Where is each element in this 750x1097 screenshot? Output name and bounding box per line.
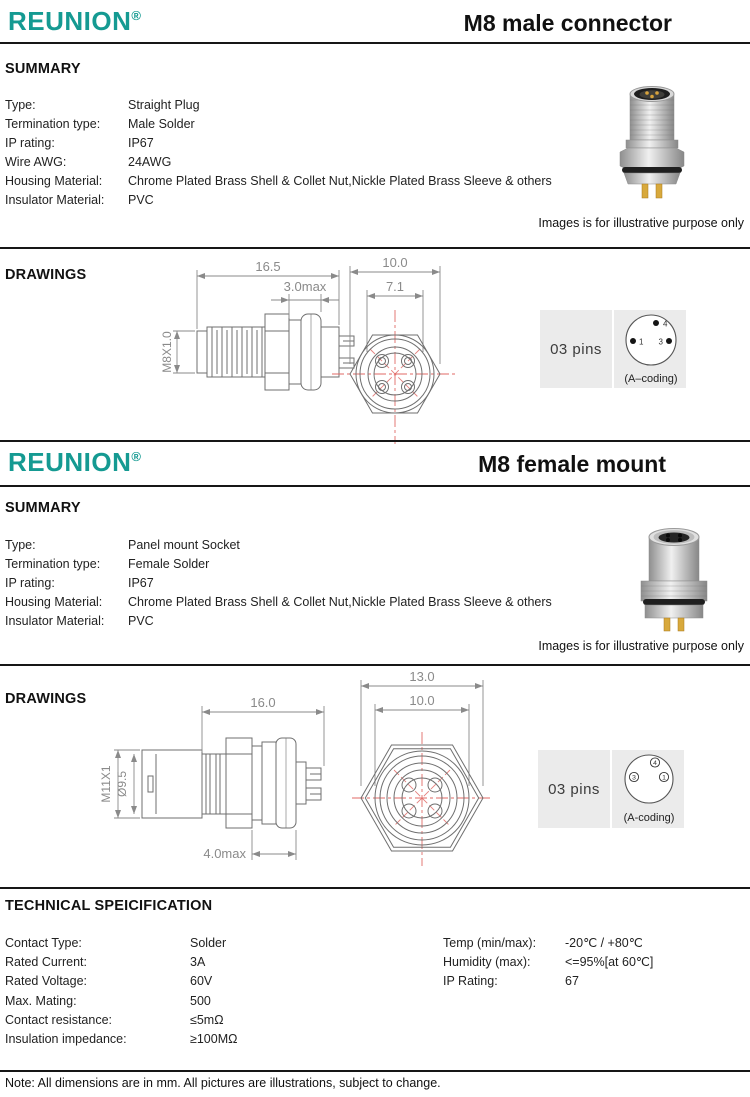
spec-label: Temp (min/max):	[443, 936, 537, 950]
dim-label-thread: M11X1	[99, 765, 113, 803]
spec-row	[443, 953, 653, 972]
spec-label: Housing Material:	[5, 174, 103, 188]
pin-layout-cell	[614, 310, 686, 388]
spec-row	[5, 574, 552, 593]
drawings-heading-female: DRAWINGS	[5, 691, 87, 707]
brand-logo-female	[8, 447, 142, 478]
spec-label: Type:	[5, 538, 36, 552]
pin-dot-3	[666, 338, 672, 344]
registered-mark: ®	[131, 8, 142, 23]
spec-row	[5, 992, 237, 1011]
spec-value: IP67	[128, 576, 154, 590]
spec-row	[5, 134, 552, 153]
spec-value: Chrome Plated Brass Shell & Collet Nut,Nickle Plated Brass Sleeve & others	[128, 595, 552, 609]
pin-number-top: 4	[663, 319, 668, 329]
summary-table-female	[5, 536, 552, 631]
pin-table-female	[538, 750, 684, 828]
spec-label: IP rating:	[5, 576, 55, 590]
pin-number-top: 4	[653, 760, 657, 768]
dim-label-face-dia: 10.0	[409, 693, 435, 708]
spec-label: Insulator Material:	[5, 614, 105, 628]
spec-label: Termination type:	[5, 117, 101, 131]
dim-label-tail-max: 3.0max	[283, 279, 327, 294]
spec-value: 500	[190, 993, 211, 1008]
pin-count-cell: 03 pins	[540, 310, 612, 388]
spec-value: PVC	[128, 614, 154, 628]
spec-value: 3A	[190, 955, 206, 970]
product-photo-male	[611, 80, 693, 206]
spec-value: Panel mount Socket	[128, 538, 240, 552]
spec-row	[5, 934, 237, 953]
page-title-female: M8 female mount	[478, 451, 666, 477]
dim-label-hex-width: 13.0	[409, 669, 435, 684]
spec-row	[5, 96, 552, 115]
brand-text: REUNION	[8, 6, 132, 36]
spec-label: Insulation impedance:	[5, 1032, 127, 1047]
spec-value: -20℃ / +80℃	[565, 936, 643, 950]
spec-label: Max. Mating:	[5, 993, 77, 1008]
spec-value: 60V	[190, 974, 213, 989]
spec-row	[5, 153, 552, 172]
summary-heading-female: SUMMARY	[5, 500, 81, 516]
spec-row	[5, 555, 552, 574]
pin-number-right: 1	[662, 774, 666, 782]
spec-row	[5, 172, 552, 191]
spec-value: IP67	[128, 136, 154, 150]
spec-label: Type:	[5, 98, 36, 112]
footer-divider	[0, 1070, 750, 1072]
pin-number-right: 3	[658, 337, 663, 347]
header-divider	[0, 42, 750, 44]
spec-value: ≤5mΩ	[190, 1012, 224, 1027]
spec-row	[5, 972, 237, 991]
spec-label: Wire AWG:	[5, 155, 67, 169]
dim-label-length: 16.0	[250, 695, 276, 710]
spec-value: 67	[565, 974, 579, 989]
summary-table-male	[5, 96, 552, 210]
spec-label: Contact resistance:	[5, 1012, 112, 1027]
image-caption-male: Images is for illustrative purpose only	[538, 216, 744, 230]
dim-label-tail-max: 4.0max	[203, 846, 246, 861]
section-divider	[0, 440, 750, 442]
spec-value: <=95%[at 60℃]	[565, 955, 654, 970]
spec-label: Housing Material:	[5, 595, 103, 609]
spec-value: Chrome Plated Brass Shell & Collet Nut,Nickle Plated Brass Sleeve & others	[128, 174, 552, 188]
spec-row	[5, 536, 552, 555]
female-front-drawing	[348, 668, 496, 883]
spec-label: Termination type:	[5, 557, 101, 571]
spec-value: ≥100MΩ	[190, 1032, 238, 1047]
spec-value: Straight Plug	[128, 98, 200, 112]
pin-dot-1	[630, 338, 636, 344]
spec-row	[5, 1030, 237, 1049]
spec-label: Humidity (max):	[443, 955, 531, 970]
dim-label-hex-width: 10.0	[382, 255, 408, 270]
note-text: Note: All dimensions are in mm. All pictures are illustrations, subject to change.	[5, 1076, 441, 1090]
tech-spec-heading: TECHNICAL SPEICIFICATION	[5, 898, 213, 914]
spec-value: Female Solder	[128, 557, 210, 571]
spec-row	[443, 972, 653, 991]
spec-value: Solder	[190, 936, 227, 950]
spec-row	[443, 934, 653, 953]
tech-spec-right-column	[443, 934, 653, 992]
pin-count-cell: 03 pins	[538, 750, 610, 828]
spec-label: Rated Voltage:	[5, 974, 88, 989]
spec-row	[5, 612, 552, 631]
drawings-heading-male: DRAWINGS	[5, 267, 87, 283]
pin-table-male	[540, 310, 686, 388]
spec-value: Male Solder	[128, 117, 195, 131]
section-divider	[0, 664, 750, 666]
brand-text: REUNION	[8, 447, 132, 477]
dim-label-thread: M8X1.0	[160, 331, 174, 373]
coding-label: (A–coding)	[624, 373, 678, 385]
spec-label: IP Rating:	[443, 974, 498, 989]
product-photo-female	[630, 522, 718, 642]
dim-label-face-dia: 7.1	[385, 279, 405, 294]
summary-heading-male: SUMMARY	[5, 61, 81, 77]
tech-spec-left-column	[5, 934, 237, 1049]
female-side-drawing	[98, 688, 356, 878]
male-front-drawing	[330, 252, 460, 452]
page-title-male: M8 male connector	[463, 10, 672, 36]
spec-row	[5, 1011, 237, 1030]
pin-diagram-female	[612, 750, 684, 828]
section-divider	[0, 247, 750, 249]
spec-row	[5, 953, 237, 972]
spec-value: 24AWG	[128, 155, 172, 169]
spec-row	[5, 115, 552, 134]
spec-label: IP rating:	[5, 136, 55, 150]
spec-value: PVC	[128, 193, 154, 207]
pin-diagram-male	[614, 310, 686, 388]
pin-number-left: 1	[639, 337, 644, 347]
registered-mark: ®	[131, 449, 142, 464]
spec-label: Contact Type:	[5, 936, 82, 950]
dim-label-length: 16.5	[255, 259, 281, 274]
header-divider	[0, 485, 750, 487]
pin-number-left: 3	[632, 774, 636, 782]
spec-label: Rated Current:	[5, 955, 87, 970]
spec-row	[5, 593, 552, 612]
section-divider	[0, 887, 750, 889]
pin-dot-4	[653, 320, 659, 326]
pin-layout-cell	[612, 750, 684, 828]
spec-label: Insulator Material:	[5, 193, 105, 207]
spec-row	[5, 191, 552, 210]
dim-label-body-dia: Ø9.5	[115, 770, 129, 798]
brand-logo-male	[8, 6, 142, 37]
coding-label: (A-coding)	[623, 812, 675, 824]
image-caption-female: Images is for illustrative purpose only	[538, 639, 744, 653]
